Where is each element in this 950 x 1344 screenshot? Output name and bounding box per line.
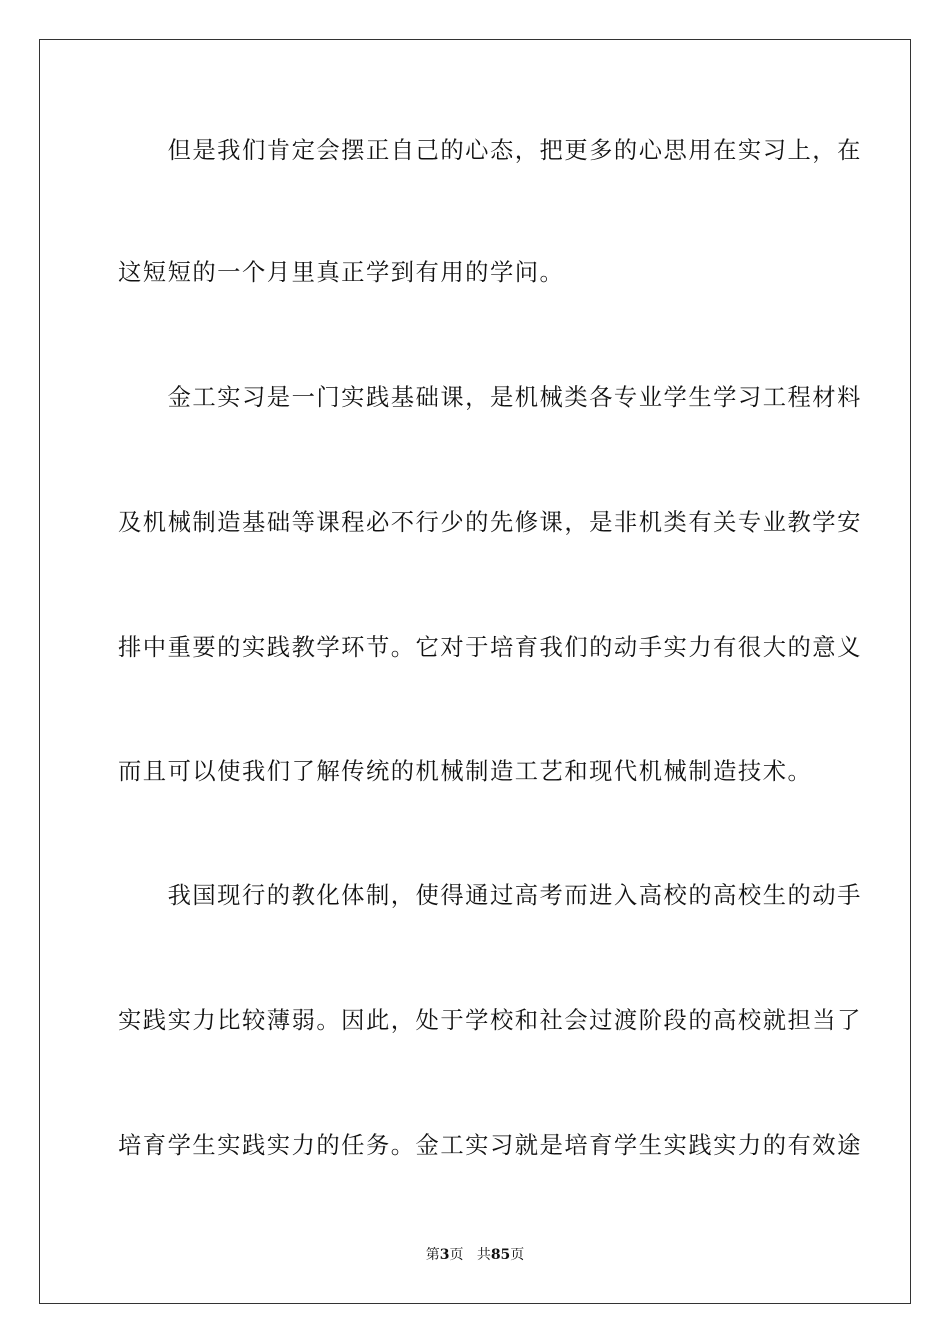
total-pages: 85	[490, 1247, 511, 1263]
page-prefix: 第	[425, 1247, 440, 1263]
total-prefix: 共	[476, 1247, 491, 1263]
body-text-line: 排中重要的实践教学环节。它对于培育我们的动手实力有很大的意义	[118, 634, 862, 661]
body-text-line: 实践实力比较薄弱。因此，处于学校和社会过渡阶段的高校就担当了	[118, 1007, 862, 1034]
body-text-line: 及机械制造基础等课程必不行少的先修课，是非机类有关专业教学安	[118, 509, 862, 536]
page-footer	[0, 1246, 950, 1264]
page-border	[39, 39, 911, 1304]
body-text-line: 我国现行的教化体制，使得通过高考而进入高校的高校生的动手	[118, 882, 862, 909]
body-text-line: 金工实习是一门实践基础课，是机械类各专业学生学习工程材料	[118, 384, 862, 411]
body-text-line: 这短短的一个月里真正学到有用的学问。	[118, 259, 565, 286]
body-text-line: 而且可以使我们了解传统的机械制造工艺和现代机械制造技术。	[118, 758, 813, 785]
total-suffix: 页	[510, 1247, 525, 1263]
body-text-line: 培育学生实践实力的任务。金工实习就是培育学生实践实力的有效途	[118, 1132, 862, 1159]
page-suffix: 页	[449, 1247, 464, 1263]
page-number: 3	[439, 1247, 450, 1263]
body-text-line: 但是我们肯定会摆正自己的心态，把更多的心思用在实习上，在	[118, 137, 862, 164]
